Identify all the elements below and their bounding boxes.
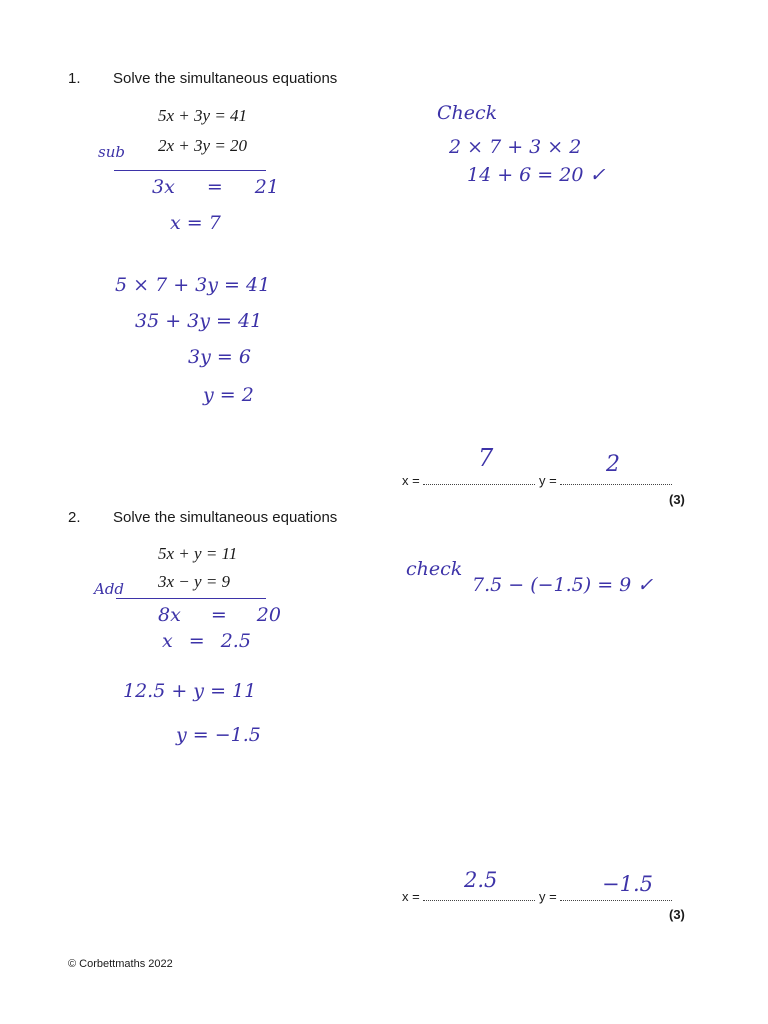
question-1-operation-note: sub xyxy=(98,143,125,161)
question-1-answer-line xyxy=(402,472,672,488)
question-1-check-line-1: 2 × 7 + 3 × 2 xyxy=(449,136,582,158)
question-2-number: 2. xyxy=(68,509,81,526)
question-2-marks: (3) xyxy=(669,907,685,922)
question-1-number: 1. xyxy=(68,70,81,87)
question-2-y-label: y = xyxy=(538,889,557,904)
question-1-working-rule xyxy=(114,170,266,171)
question-2-check-label: check xyxy=(406,558,463,580)
question-1-x-answer: 7 xyxy=(478,444,494,472)
question-2-equation-2: 3x − y = 9 xyxy=(158,572,231,591)
question-2-working-line-4: y = −1.5 xyxy=(176,724,261,746)
question-2-working-line-3: 12.5 + y = 11 xyxy=(123,680,257,702)
question-2-x-answer: 2.5 xyxy=(464,868,498,892)
question-1-x-dots xyxy=(423,472,535,485)
question-1-y-answer: 2 xyxy=(606,452,620,477)
copyright-footer: © Corbettmaths 2022 xyxy=(68,958,173,970)
question-1-x-label: x = xyxy=(402,473,420,488)
question-2-operation-note: Add xyxy=(94,580,125,598)
question-1-working-line-3: 5 × 7 + 3y = 41 xyxy=(115,274,271,296)
question-1-marks: (3) xyxy=(669,492,685,507)
question-1-working-line-2: x = 7 xyxy=(170,212,221,234)
question-1-check-line-2: 14 + 6 = 20 ✓ xyxy=(467,164,606,186)
question-1-working-line-5: 3y = 6 xyxy=(188,346,251,368)
question-2-x-label: x = xyxy=(402,889,420,904)
question-1-working-line-6: y = 2 xyxy=(203,384,254,406)
question-2-working-rule xyxy=(116,598,266,599)
question-2-working-line-1: 8x = 20 xyxy=(158,604,281,626)
question-1-check-label: Check xyxy=(437,102,498,124)
question-2-equation-1: 5x + y = 11 xyxy=(158,544,238,563)
question-1-y-label: y = xyxy=(538,473,557,488)
question-1-working-line-1: 3x = 21 xyxy=(152,176,279,198)
question-2-prompt: Solve the simultaneous equations xyxy=(113,509,338,526)
question-1-working-line-4: 35 + 3y = 41 xyxy=(135,310,263,332)
question-1-equation-2: 2x + 3y = 20 xyxy=(158,136,248,155)
question-1-prompt: Solve the simultaneous equations xyxy=(113,70,338,87)
question-2-working-line-2: x = 2.5 xyxy=(162,630,251,652)
question-2-check-line-1: 7.5 − (−1.5) = 9 ✓ xyxy=(472,574,654,596)
question-1-equation-1: 5x + 3y = 41 xyxy=(158,106,248,125)
question-2-y-answer: −1.5 xyxy=(602,872,653,896)
